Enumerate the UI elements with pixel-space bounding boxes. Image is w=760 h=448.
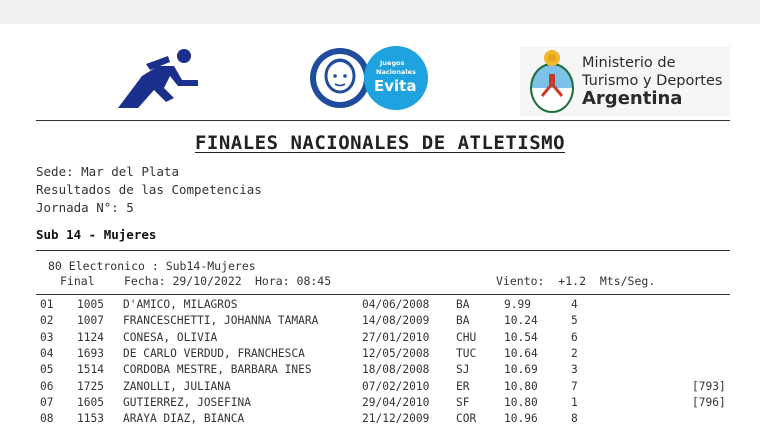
cell-time: 10.80 — [504, 379, 538, 393]
cell-time: 9.99 — [504, 298, 531, 311]
jornada-text: Jornada N°: 5 — [36, 200, 134, 215]
cell-pos: 06 — [40, 379, 54, 393]
cell-time: 10.69 — [504, 363, 538, 377]
cell-time: 10.96 — [504, 412, 538, 426]
cell-lane: 7 — [571, 379, 578, 393]
cell-prov: ER — [456, 379, 470, 393]
table-row — [0, 363, 760, 380]
cell-name: ZANOLLI, JULIANA — [123, 379, 231, 393]
table-row — [0, 412, 760, 429]
cell-num: 1605 — [77, 395, 104, 409]
cell-dob: 29/04/2010 — [362, 395, 430, 409]
results-subtitle: Resultados de las Competencias — [36, 182, 262, 197]
table-row — [0, 380, 760, 397]
cell-dob: 04/06/2008 — [362, 298, 430, 311]
cell-num: 1124 — [77, 330, 104, 344]
cell-pos: 03 — [40, 330, 54, 344]
cell-num: 1005 — [77, 298, 104, 311]
evita-juegos-text: Juegos — [380, 59, 405, 67]
cell-name: D'AMICO, MILAGROS — [123, 298, 238, 311]
cell-num: 1153 — [77, 412, 104, 426]
cell-prov: TUC — [456, 346, 477, 360]
cell-name: GUTIERREZ, JOSEFINA — [123, 395, 251, 409]
table-row — [0, 347, 760, 364]
cell-time: 10.80 — [504, 395, 538, 409]
cell-pos: 01 — [40, 298, 54, 311]
cell-num: 1514 — [77, 363, 104, 377]
page-title-text: FINALES NACIONALES DE ATLETISMO — [194, 132, 566, 154]
header-logos — [0, 24, 760, 120]
cell-name: FRANCESCHETTI, JOHANNA TAMARA — [123, 314, 319, 328]
cell-lane: 5 — [571, 314, 578, 328]
cell-lane: 1 — [571, 395, 578, 409]
cell-pos: 04 — [40, 346, 54, 360]
cell-lane: 6 — [571, 330, 578, 344]
ministry-logo — [520, 46, 730, 116]
cell-pos: 07 — [40, 395, 54, 409]
cell-lane: 3 — [571, 363, 578, 377]
cell-pos: 05 — [40, 363, 54, 377]
evita-nacionales-text: Nacionales — [376, 68, 416, 76]
table-row — [0, 298, 760, 315]
cell-lane: 2 — [571, 346, 578, 360]
cell-num: 1007 — [77, 314, 104, 328]
header-divider — [36, 120, 730, 121]
section-heading: Sub 14 - Mujeres — [36, 227, 157, 242]
cell-time: 10.54 — [504, 330, 538, 344]
runner-logo-icon — [108, 46, 202, 110]
event-name: 80 Electronico : Sub14-Mujeres — [48, 259, 256, 273]
cell-num: 1693 — [77, 346, 104, 360]
cell-prov: BA — [456, 314, 470, 328]
page-title — [0, 132, 760, 154]
cell-dob: 07/02/2010 — [362, 379, 430, 393]
cell-lane: 8 — [571, 412, 578, 426]
cell-time: 10.24 — [504, 314, 538, 328]
cell-prov: SJ — [456, 363, 470, 377]
event-date: Fecha: 29/10/2022 — [124, 274, 242, 288]
ministry-line-2: Turismo y Deportes — [582, 73, 723, 89]
cell-dob: 27/01/2010 — [362, 330, 430, 344]
table-row — [0, 396, 760, 413]
cell-name: ARAYA DIAZ, BIANCA — [123, 412, 245, 426]
cell-dob: 18/08/2008 — [362, 363, 430, 377]
results-page — [0, 24, 760, 448]
cell-pos: 08 — [40, 412, 54, 426]
cell-num: 1725 — [77, 379, 104, 393]
cell-pos: 02 — [40, 314, 54, 328]
event-time: Hora: 08:45 — [255, 274, 332, 288]
table-row — [0, 314, 760, 331]
section-divider — [36, 250, 730, 251]
evita-logo — [306, 46, 434, 110]
cell-lane: 4 — [571, 298, 578, 311]
ministry-line-3: Argentina — [582, 88, 683, 109]
argentina-coat-of-arms-icon — [524, 48, 580, 114]
evita-name-text: Evita — [374, 77, 417, 95]
cell-dob: 21/12/2009 — [362, 412, 430, 426]
cell-name: CORDOBA MESTRE, BARBARA INES — [123, 363, 312, 377]
cell-dob: 14/08/2009 — [362, 314, 430, 328]
cell-name: DE CARLO VERDUD, FRANCHESCA — [123, 346, 305, 360]
cell-prov: SF — [456, 395, 470, 409]
cell-time: 10.64 — [504, 346, 538, 360]
event-final-label: Final — [60, 274, 95, 288]
event-wind: Viento: +1.2 Mts/Seg. — [496, 274, 656, 288]
cell-prov: BA — [456, 298, 470, 311]
cell-dob: 12/05/2008 — [362, 346, 430, 360]
table-row — [0, 331, 760, 348]
cell-prov: CHU — [456, 330, 477, 344]
cell-name: CONESA, OLIVIA — [123, 330, 218, 344]
cell-prov: COR — [456, 412, 477, 426]
ministry-line-1: Ministerio de — [582, 55, 676, 71]
venue-text: Sede: Mar del Plata — [36, 164, 179, 179]
cell-note: [796] — [692, 395, 726, 409]
table-divider — [36, 294, 730, 295]
ministry-name — [582, 54, 722, 108]
cell-note: [793] — [692, 379, 726, 393]
